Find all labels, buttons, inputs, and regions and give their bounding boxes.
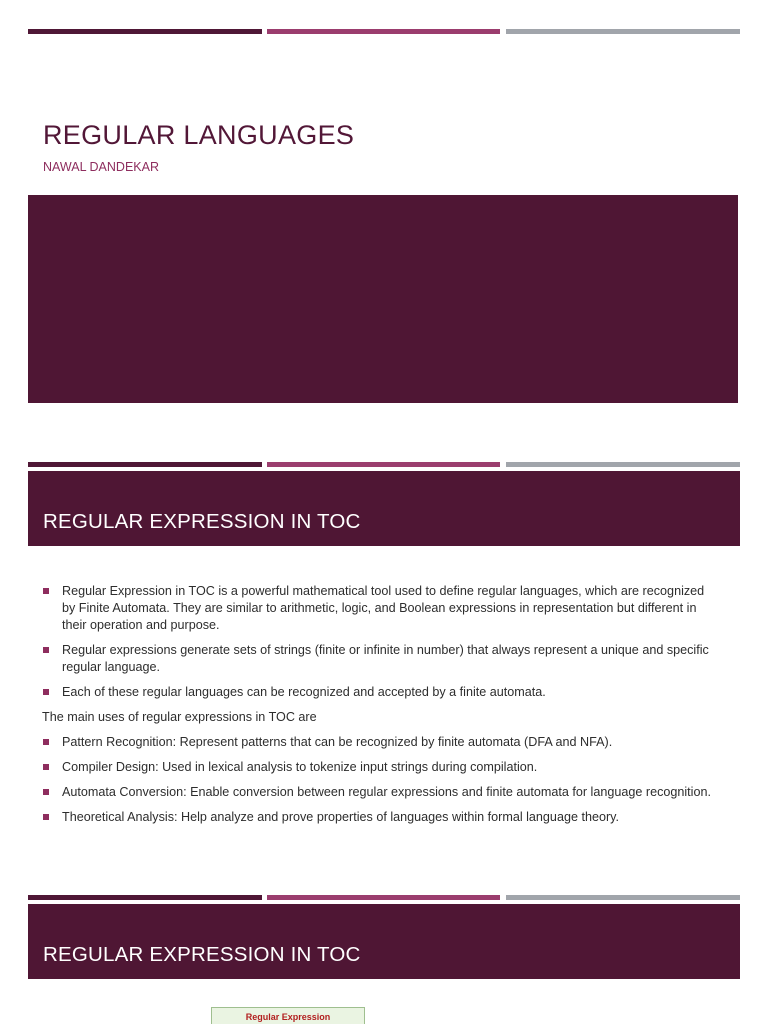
list-item bbox=[42, 684, 714, 701]
accent-stripe-magenta bbox=[267, 29, 500, 34]
accent-stripe-dark bbox=[28, 29, 262, 34]
accent-stripe-gray bbox=[506, 29, 740, 34]
bullet-marker bbox=[43, 814, 49, 820]
title-color-block bbox=[28, 195, 738, 403]
bullet-marker bbox=[43, 689, 49, 695]
section-title: REGULAR EXPRESSION IN TOC bbox=[43, 943, 361, 966]
list-item bbox=[42, 809, 714, 826]
list-item bbox=[42, 583, 714, 634]
list-item-text: Compiler Design: Used in lexical analysis to tokenize input strings during compilation. bbox=[62, 760, 538, 774]
author-name: NAWAL DANDEKAR bbox=[43, 160, 159, 174]
bullet-marker bbox=[43, 764, 49, 770]
list-item-text: Theoretical Analysis: Help analyze and prove properties of languages within formal language theory. bbox=[62, 810, 620, 824]
diagram-node bbox=[211, 1007, 365, 1024]
accent-stripe-dark bbox=[28, 895, 262, 900]
slide-content bbox=[42, 583, 714, 834]
accent-stripe-gray bbox=[506, 462, 740, 467]
diagram-label: Regular Expression bbox=[245, 1012, 331, 1022]
list-item-text: Regular expressions generate sets of strings (finite or infinite in number) that always represent a unique and specific regular language. bbox=[62, 643, 709, 674]
accent-stripe-magenta bbox=[267, 462, 500, 467]
list-item-text: Each of these regular languages can be recognized and accepted by a finite automata. bbox=[62, 685, 546, 699]
accent-stripe-gray bbox=[506, 895, 740, 900]
list-item bbox=[42, 759, 714, 776]
bullet-marker bbox=[43, 789, 49, 795]
accent-stripe-magenta bbox=[267, 895, 500, 900]
section-banner bbox=[28, 904, 740, 979]
section-title: REGULAR EXPRESSION IN TOC bbox=[43, 510, 361, 533]
section-banner bbox=[28, 471, 740, 546]
list-item bbox=[42, 642, 714, 676]
accent-stripe-dark bbox=[28, 462, 262, 467]
list-item-text: Regular Expression in TOC is a powerful mathematical tool used to define regular languages, which are recognized by Finite Automata. They are similar to arithmetic, logic, and Boolean expressions in representation but different in their operation and purpose. bbox=[62, 584, 705, 632]
list-item-text: Automata Conversion: Enable conversion between regular expressions and finite automata for language recognition. bbox=[62, 785, 711, 799]
list-item-text: Pattern Recognition: Represent patterns that can be recognized by finite automata (DFA and NFA). bbox=[62, 735, 613, 749]
bullet-marker bbox=[43, 588, 49, 594]
bullet-marker bbox=[43, 739, 49, 745]
slide-title: REGULAR LANGUAGES bbox=[43, 120, 355, 150]
bullet-marker bbox=[43, 647, 49, 653]
list-item bbox=[42, 784, 714, 801]
list-item bbox=[42, 734, 714, 751]
uses-intro: The main uses of regular expressions in TOC are bbox=[42, 710, 317, 724]
